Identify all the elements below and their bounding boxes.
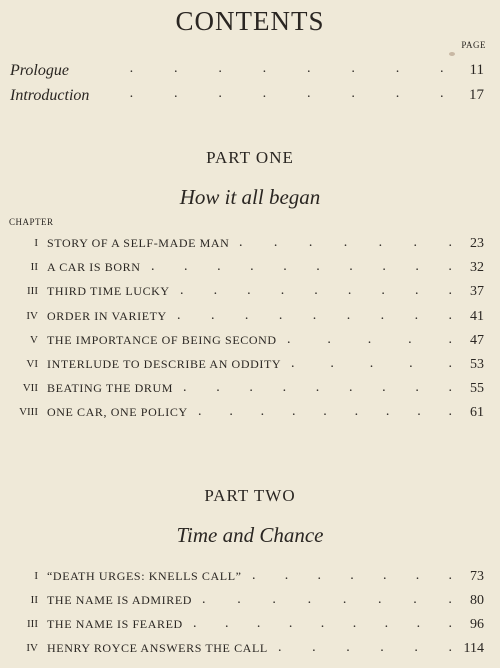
chapter-title: THE NAME IS ADMIRED: [47, 593, 193, 607]
chapter-entry: [0, 381, 500, 401]
chapter-page-number: 73: [470, 569, 484, 584]
chapter-number: III: [27, 618, 38, 630]
dot-leader: . . . . . .: [278, 640, 452, 655]
chapter-column-label: CHAPTER: [9, 217, 54, 227]
chapter-number: IV: [26, 309, 38, 322]
front-matter-entry: [10, 87, 484, 109]
chapter-title: A CAR IS BORN: [47, 260, 141, 275]
chapter-entry: [0, 617, 500, 637]
chapter-page-number: 47: [470, 332, 484, 348]
chapter-entry: [0, 569, 500, 589]
chapter-number: II: [30, 261, 38, 274]
chapter-entry: [0, 405, 500, 425]
chapter-entry: [0, 284, 500, 304]
dot-leader: . . . . . . . .: [202, 592, 452, 607]
chapter-entry: [0, 236, 500, 256]
dot-leader: . . . . . . . . .: [183, 380, 452, 396]
front-matter-entry: [10, 62, 484, 84]
chapter-number: I: [34, 237, 38, 249]
chapter-title: HENRY ROYCE ANSWERS THE CALL: [47, 641, 268, 655]
chapter-number: I: [34, 570, 38, 582]
chapter-number: VI: [26, 358, 38, 370]
part-one-subtitle: How it all began: [179, 185, 321, 209]
chapter-entry: [0, 357, 500, 377]
dot-leader: . . . . . . . . .: [193, 616, 452, 631]
chapter-page-number: 37: [470, 284, 484, 300]
chapter-number: VII: [22, 382, 38, 395]
entry-label: Introduction: [10, 87, 90, 104]
chapter-title: THE IMPORTANCE OF BEING SECOND: [47, 332, 277, 347]
entry-page-number: 17: [469, 87, 484, 103]
chapter-page-number: 114: [463, 641, 484, 656]
chapter-page-number: 32: [470, 260, 484, 276]
dot-leader: . . . . . . .: [252, 568, 452, 583]
chapter-number: VIII: [19, 406, 38, 419]
chapter-page-number: 80: [470, 593, 484, 608]
chapter-number: III: [27, 285, 38, 298]
chapter-title: BEATING THE DRUM: [47, 381, 174, 396]
chapter-page-number: 41: [470, 308, 484, 324]
page-column-header: PAGE: [461, 40, 486, 50]
part-two-heading: PART TWO: [204, 486, 296, 505]
dot-leader: . . . . . . . . .: [180, 283, 452, 299]
page-title: CONTENTS: [175, 6, 325, 36]
dot-leader: . . . . . . . . .: [177, 307, 452, 323]
part-two-subtitle: Time and Chance: [176, 523, 324, 547]
chapter-title: “DEATH URGES: KNELLS CALL”: [47, 569, 242, 583]
chapter-title: INTERLUDE TO DESCRIBE AN ODDITY: [47, 357, 282, 371]
entry-page-number: 11: [469, 62, 484, 78]
chapter-page-number: 23: [470, 236, 484, 251]
paper-stain: [449, 52, 455, 56]
dot-leader: . . . . . . . . .: [198, 404, 452, 420]
chapter-title: ONE CAR, ONE POLICY: [47, 405, 188, 420]
chapter-title: THIRD TIME LUCKY: [47, 284, 170, 299]
chapter-page-number: 55: [470, 381, 484, 397]
dot-leader: . . . . .: [291, 356, 452, 371]
chapter-number: IV: [26, 642, 38, 654]
chapter-title: THE NAME IS FEARED: [47, 617, 183, 631]
part-one-heading: PART ONE: [206, 148, 294, 167]
chapter-entry: [0, 309, 500, 329]
chapter-entry: [0, 593, 500, 613]
dot-leader: . . . . . . . . . .: [151, 259, 452, 275]
dot-leader: . . . . . . . .: [130, 61, 444, 76]
chapter-number: II: [30, 594, 38, 606]
chapter-number: V: [30, 333, 38, 346]
chapter-title: STORY OF A SELF-MADE MAN: [47, 236, 230, 250]
dot-leader: . . . . . . .: [239, 235, 452, 250]
dot-leader: . . . . . . . .: [130, 86, 444, 101]
chapter-page-number: 61: [470, 405, 484, 421]
dot-leader: . . . . .: [287, 331, 452, 347]
chapter-entry: [0, 641, 500, 661]
chapter-title: ORDER IN VARIETY: [47, 308, 167, 323]
chapter-entry: [0, 260, 500, 280]
chapter-entry: [0, 333, 500, 353]
entry-label: Prologue: [10, 62, 69, 79]
chapter-page-number: 96: [470, 617, 484, 632]
chapter-page-number: 53: [470, 357, 484, 372]
